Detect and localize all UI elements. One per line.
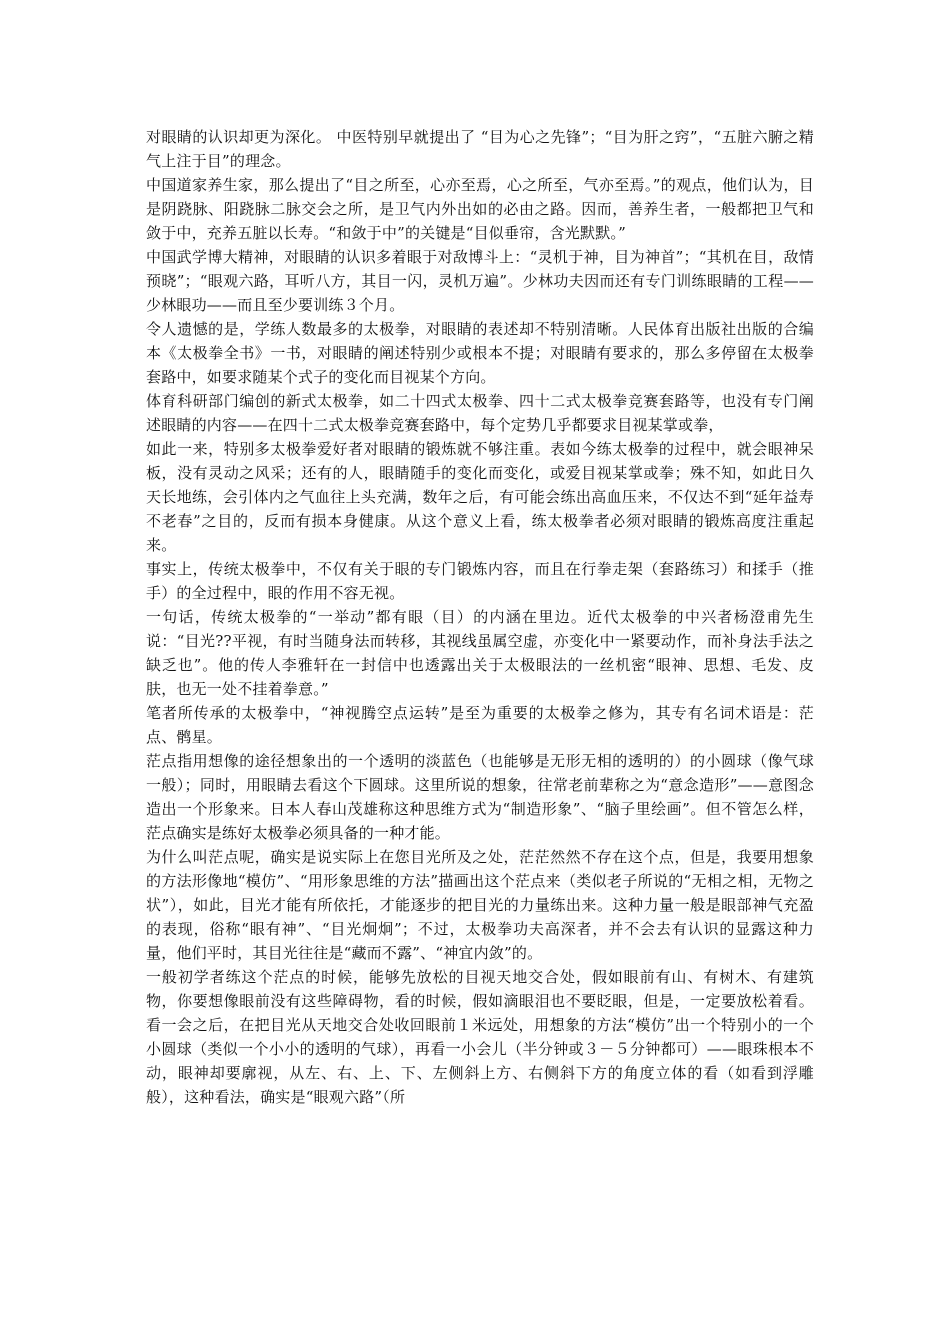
paragraph-10: 茫点指用想像的途径想象出的一个透明的淡蓝色（也能够是无形无相的透明的）的小圆球（像气球一般）；同时，用眼睛去看这个下圆球。这里所说的想象，往常老前辈称之为“意念造形”——意图念造出一个形象来。日本人春山茂雄称这种思维方式为“制造形象”、“脑子里绘画”。但不管怎么样，茫点确实是练好太极拳必须具备的一种才能。 <box>146 752 814 842</box>
paragraph-12: 一般初学者练这个茫点的时候，能够先放松的目视天地交合处，假如眼前有山、有树木、有建筑物，你要想像眼前没有这些障碍物，看的时候，假如滴眼泪也不要眨眼，但是，一定要放松着看。看一会之后，在把目光从天地交合处收回眼前１米远处，用想象的方法“模仿”出一个特别小的一个小圆球（类似一个小小的透明的气球），再看一小会儿（半分钟或３－５分钟都可）——眼珠根本不动，眼神却要廓视，从左、右、上、下、左侧斜上方、右侧斜下方的角度立体的看（如看到浮雕般），这种看法，确实是“眼观六路”（所 <box>146 968 814 1106</box>
paragraph-7: 事实上，传统太极拳中，不仅有关于眼的专门锻炼内容，而且在行拳走架（套路练习）和揉手（推手）的全过程中，眼的作用不容无视。 <box>146 560 814 602</box>
paragraph-1: 对眼睛的认识却更为深化。 中医特别早就提出了 “目为心之先锋”；“目为肝之窍”，“五脏六腑之精气上注于目”的理念。 <box>146 128 814 170</box>
paragraph-9: 笔者所传承的太极拳中，“神视腾空点运转”是至为重要的太极拳之修为，其专有名词术语是：茫点、鹘星。 <box>146 704 814 746</box>
paragraph-8: 一句话，传统太极拳的“一举动”都有眼（目）的内涵在里边。近代太极拳的中兴者杨澄甫先生说：“目光??平视，有时当随身法而转移，其视线虽属空虚，亦变化中一紧要动作，而补身法手法之缺乏也”。他的传人李雅轩在一封信中也透露出关于太极眼法的一丝机密“眼神、思想、毛发、皮肤，也无一处不挂着拳意。” <box>146 608 814 698</box>
paragraph-5: 体育科研部门编创的新式太极拳，如二十四式太极拳、四十二式太极拳竞赛套路等，也没有专门阐述眼睛的内容——在四十二式太极拳竞赛套路中，每个定势几乎都要求目视某掌或拳， <box>146 392 814 434</box>
paragraph-3: 中国武学博大精神，对眼睛的认识多着眼于对敌博斗上：“灵机于神，目为神首”；“其机在目，敌情预晓”；“眼观六路，耳听八方，其目一闪，灵机万遍”。少林功夫因而还有专门训练眼睛的工程——少林眼功——而且至少要训练３个月。 <box>146 248 814 314</box>
document-body <box>146 125 814 1109</box>
paragraph-2: 中国道家养生家，那么提出了“目之所至，心亦至焉，心之所至，气亦至焉。”的观点，他们认为，目是阴跷脉、阳跷脉二脉交会之所，是卫气内外出如的必由之路。因而，善养生者，一般都把卫气和敛于中，充养五脏以长寿。“和敛于中”的关键是“目似垂帘，含光默默。” <box>146 176 814 242</box>
paragraph-4: 令人遗憾的是，学练人数最多的太极拳，对眼睛的表述却不特别清晰。人民体育出版社出版的合编本《太极拳全书》一书，对眼睛的阐述特别少或根本不提；对眼睛有要求的，那么多停留在太极拳套路中，如要求随某个式子的变化而目视某个方向。 <box>146 320 814 386</box>
paragraph-11: 为什么叫茫点呢，确实是说实际上在您目光所及之处，茫茫然然不存在这个点，但是，我要用想象的方法形像地“模仿”、“用形象思维的方法”描画出这个茫点来（类似老子所说的“无相之相，无物之状”），如此，目光才能有所依托，才能逐步的把目光的力量练出来。这种力量一般是眼部神气充盈的表现，俗称“眼有神”、“目光炯炯”；不过，太极拳功夫高深者，并不会去有认识的显露这种力量，他们平时，其目光往往是“藏而不露”、“神宜内敛”的。 <box>146 848 814 962</box>
paragraph-6: 如此一来，特别多太极拳爱好者对眼睛的锻炼就不够注重。表如今练太极拳的过程中，就会眼神呆板，没有灵动之风采；还有的人，眼睛随手的变化而变化，或爱目视某掌或拳；殊不知，如此日久天长地练，会引体内之气血往上头充满，数年之后，有可能会练出高血压来，不仅达不到“延年益寿不老春”之目的，反而有损本身健康。从这个意义上看，练太极拳者必须对眼睛的锻炼高度注重起来。 <box>146 440 814 554</box>
